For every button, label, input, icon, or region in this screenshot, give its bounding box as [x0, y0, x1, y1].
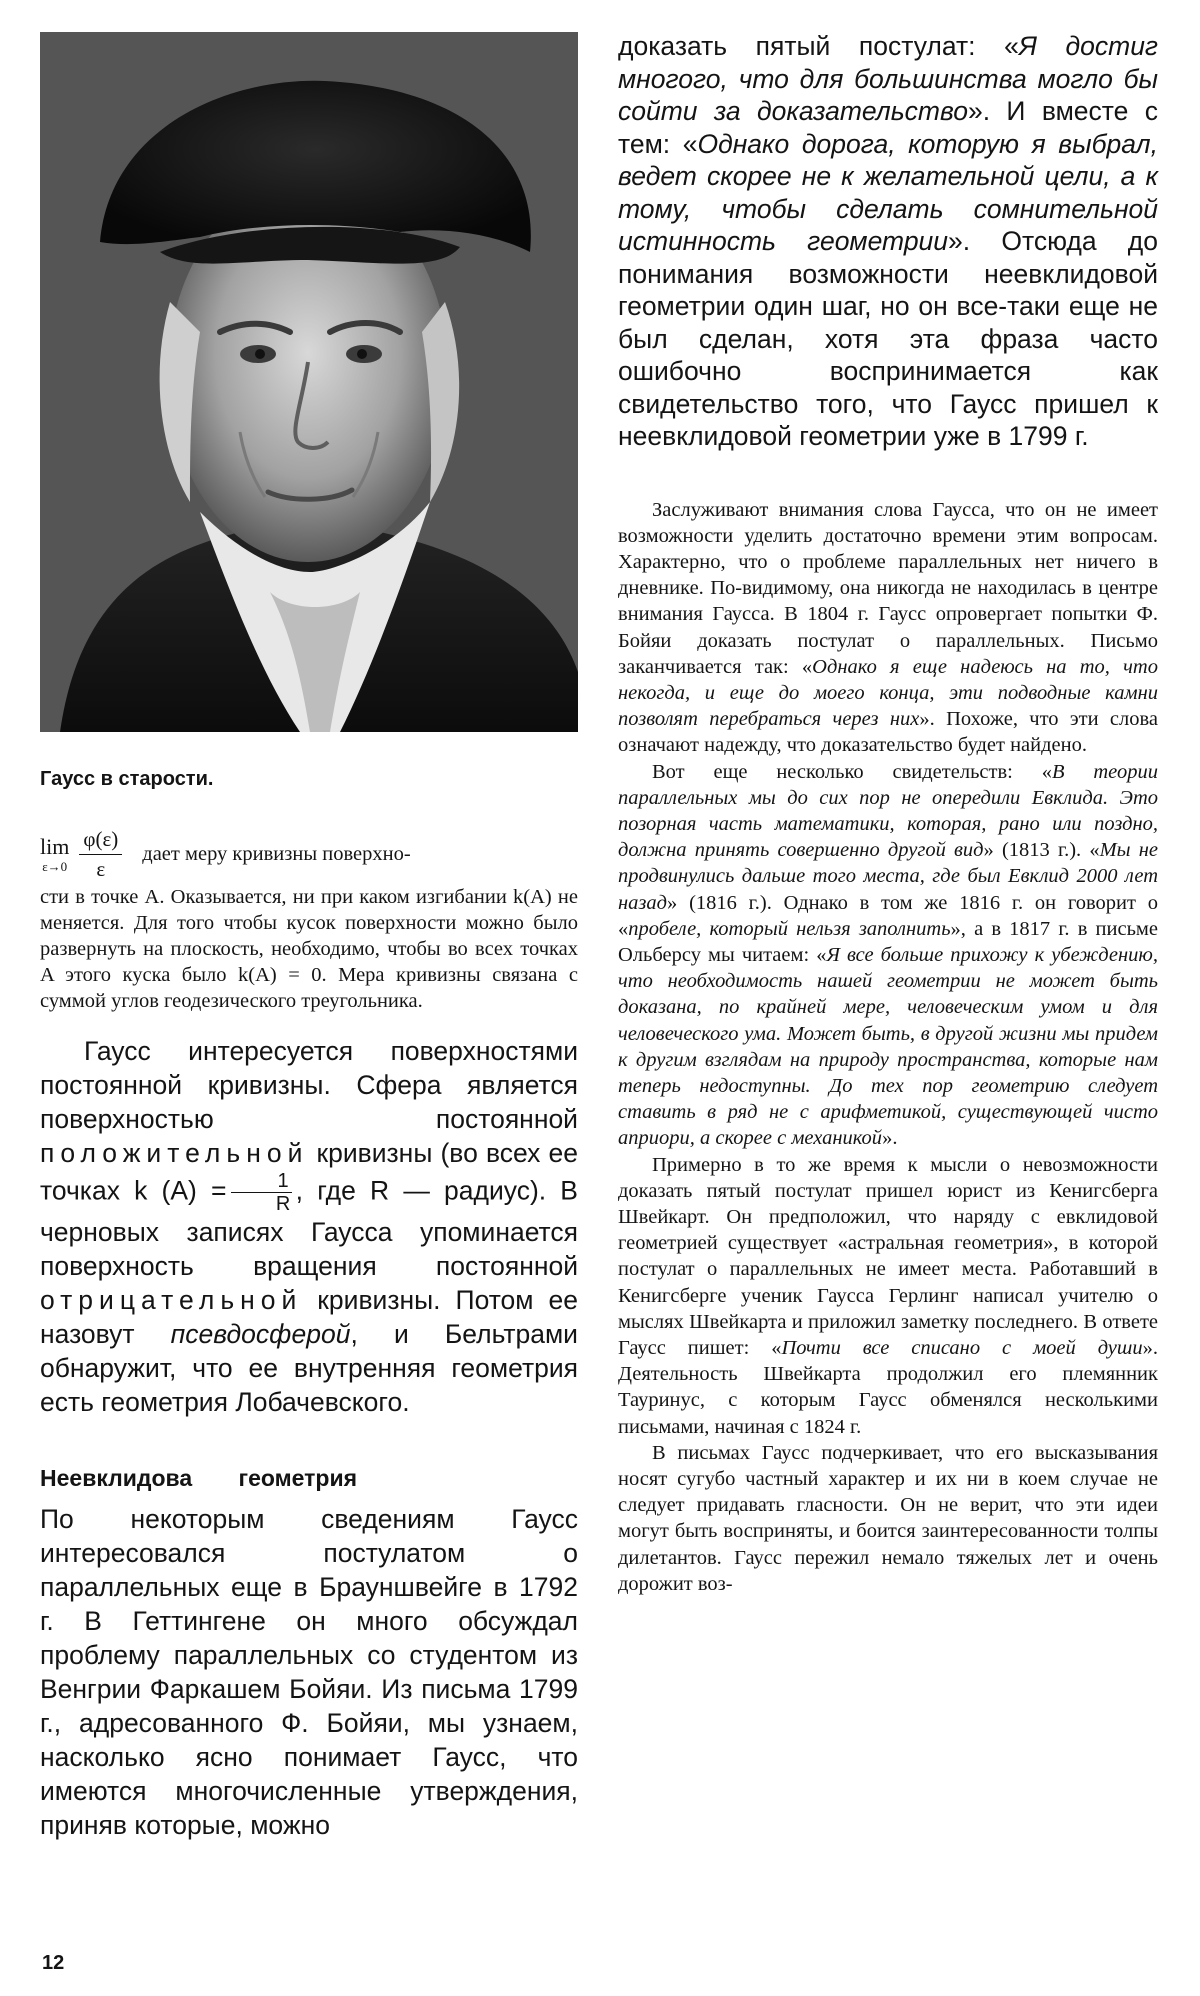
paragraph-fifth-postulate [618, 30, 1158, 453]
text-segment: кривизны (во всех ее точках [40, 1138, 578, 1206]
gauss-portrait [40, 32, 578, 732]
text-segment: Гаусс интересуется поверхностями постоянной кривизны. Сфера является поверхностью постоянной [40, 1036, 578, 1134]
text-segment: ». Деятельность Швейкарта продолжил его племянник Тауринус, с которым Гаусс обменялся несколькими письмами, начиная с 1824 г. [618, 1337, 1158, 1438]
paragraph-non-euclidean: По некоторым сведениям Гаусс интересовался постулатом о параллельных еще в Брауншвейге в 1792 г. В Геттингене он много обсуждал проблему параллельных со студентом из Венгрии Фаркашем Бойяи. Из письма 1799 г., адресованного Ф. Бойяи, мы узнаем, насколько ясно понимает Гаусс, что имеются многочисленные утверждения, приняв которые, можно [40, 1504, 578, 1840]
spacer [618, 453, 1158, 497]
text-segment: ». Отсюда до понимания возможности неевклидовой геометрии один шаг, но он все-таки еще не был сделан, хотя эта фраза часто ошибочно воспринимается как свидетельство того, что Гаусс пришел к неевклидовой геометрии уже в 1799 г. [618, 226, 1158, 451]
lim-symbol: lim [40, 834, 70, 859]
paragraph-curvature: сти в точке A. Оказывается, ни при каком изгибании k(A) не меняется. Для того чтобы кусок поверхности можно было развернуть на плоскость, необходимо, чтобы во всех точках A этого куска было k(A) = 0. Мера кривизны связана с суммой углов геодезического треугольника. [40, 886, 578, 1012]
text-segment: , где R — радиус). В черновых записях Гаусса упоминается поверхность вращения постоянной [40, 1175, 578, 1281]
paragraph-letters: В письмах Гаусс подчеркивает, что его высказывания носят сугубо частный характер и их ни в коем случае не следует придавать гласности. Он не верит, что эти идеи могут быть восприняты, и боится заинтересованности толпы дилетантов. Гаусс пережил немало тяжелых лет и очень дорожит воз- [618, 1441, 1158, 1595]
quote-italic: Я все больше прихожу к убеждению, что необходимость нашей геометрии не может быть доказана, по крайней мере, человеческим умом и для человеческого ума. Может быть, в другой жизни мы придем к другим взглядам на природу пространства, которые нам теперь недоступны. До тех пор геометрию следует ставить в ряд не с арифметикой, существующей чисто априори, а скорее с механикой [618, 943, 1158, 1150]
curvature-formula [40, 827, 578, 882]
fraction [79, 827, 122, 882]
text-segment: , и Бельтрами обнаружит, что ее внутренняя геометрия есть геометрия Лобачевского. [40, 1319, 578, 1417]
quote-italic: пробеле, который нельзя заполнить [628, 917, 951, 940]
k-fraction-denominator: R [275, 1193, 291, 1215]
quote-italic: Однако я еще надеюсь на то, что некогда, и еще до моего конца, эти подводные камни позволят перебраться через них [618, 655, 1158, 731]
text-segment: » (1816 г.). Однако в том же 1816 г. он говорит о « [618, 891, 1158, 940]
spaced-word-negative: отрицательной [40, 1285, 303, 1315]
page-number: 12 [42, 1952, 65, 1974]
small-text-block [618, 497, 1158, 1598]
left-column [40, 32, 578, 1842]
paragraph-testimonies [618, 759, 1158, 1152]
paragraph-attention [618, 497, 1158, 759]
spaced-word-positive: положительной [40, 1138, 309, 1168]
limit-expression [40, 836, 69, 873]
figure-caption: Гаусс в старости. [40, 768, 214, 790]
lim-subscript: ε→0 [42, 859, 68, 874]
quote-italic: Мы не продвинулись дальше того места, где был Евклид 2000 лет назад [618, 839, 1159, 914]
fraction-numerator: φ(ε) [79, 827, 122, 855]
fraction-denominator: ε [96, 857, 106, 881]
text-segment: Примерно в то же время к мысли о невозможности доказать пятый постулат пришел юрист из Кенигсберга Швейкарт. Он предположил, что наряду с евклидовой геометрией существует «астральная геометрия», в которой постулат о параллельных не имеет места. Работавший в Кенигсберге ученик Гаусса Герлинг написал учителю о мыслях Швейкарта и приложил заметку последнего. В ответе Гаусс пишет: « [618, 1153, 1158, 1359]
right-column [618, 30, 1158, 1597]
text-segment: » (1813 г.). « [983, 839, 1100, 862]
text-segment: », а в 1817 г. в письме Ольберсу мы читаем: « [618, 917, 1158, 966]
paragraph-schweikart [618, 1152, 1158, 1440]
paragraph-constant-curvature [40, 1034, 578, 1419]
section-heading: Неевклидова геометрия [40, 1465, 358, 1491]
text-segment: Заслуживают внимания слова Гаусса, что он не имеет возможности уделить достаточно времени этим вопросам. Характерно, что о проблеме параллельных нет ничего в дневнике. По-видимому, она никогда не находилась в центре внимания Гаусса. В 1804 г. Гаусс опровергает попытки Ф. Бойяи доказать постулат о параллельных. Письмо заканчивается так: « [618, 498, 1158, 678]
quote-italic: Я достиг многого, что для большинства могло бы сойти за доказательство [618, 31, 1158, 126]
k-expression: k (A) = [134, 1175, 227, 1206]
k-fraction [231, 1170, 292, 1215]
text-segment: доказать пятый постулат: « [618, 31, 1019, 61]
text-segment: ». [882, 1127, 898, 1150]
text-segment: ». Похоже, что эти слова означают надежду, что доказательство будет найдено. [618, 708, 1159, 757]
k-fraction-numerator: 1 [231, 1170, 292, 1193]
formula-text: дает меру кривизны поверхно- [142, 843, 411, 865]
quote-italic: Почти все списано с моей души [781, 1337, 1143, 1359]
text-segment: кривизны. Потом ее назовут [40, 1285, 578, 1349]
italic-pseudosphere: псевдосферой [170, 1319, 351, 1349]
quote-italic: Однако дорога, которую я выбрал, ведет скорее не к желательной цели, а к тому, чтобы сделать сомнительной истинность геометрии [618, 128, 1158, 256]
text-segment: Вот еще несколько свидетельств: « [652, 760, 1052, 783]
quote-italic: В теории параллельных мы до сих пор не опередили Евклида. Это позорная часть математики, которая, рано или поздно, должна принять совершенно другой вид [618, 760, 1158, 862]
text-segment: ». И вместе с тем: « [618, 96, 1158, 159]
